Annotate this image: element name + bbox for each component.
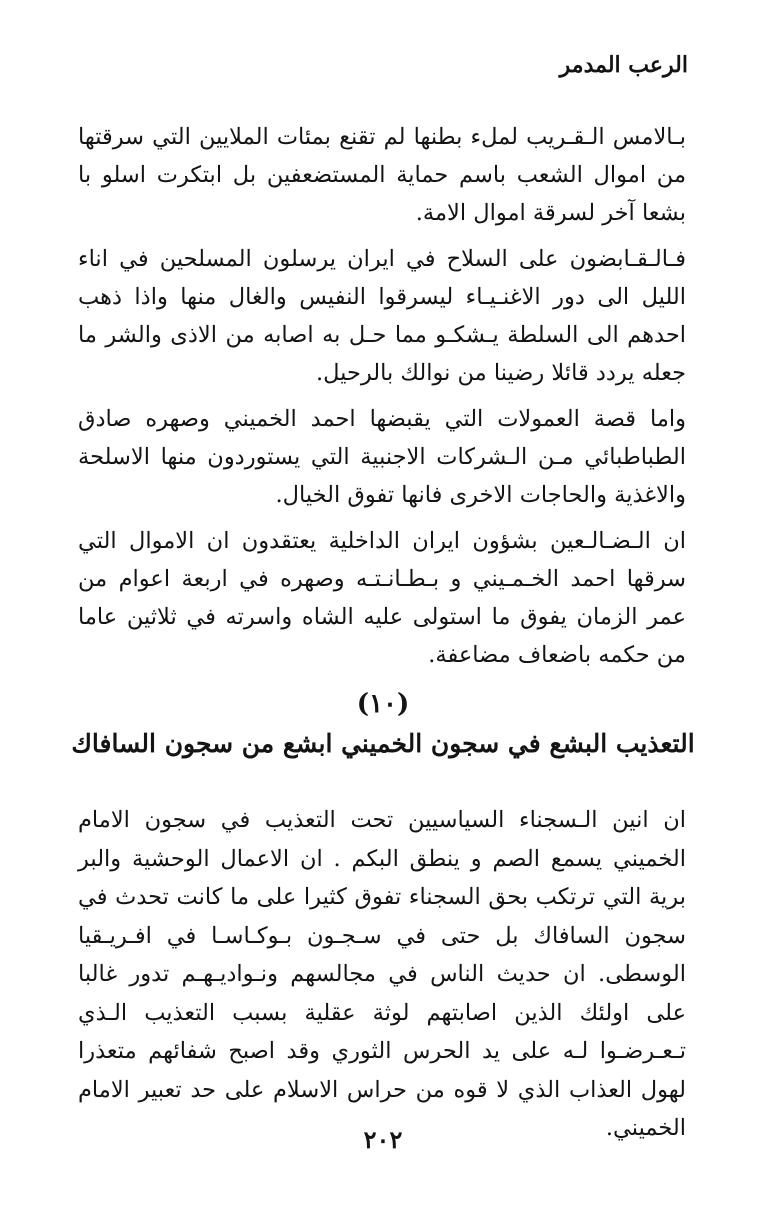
body-text-section-2 — [78, 801, 686, 1148]
body-text-section-1 — [78, 118, 686, 682]
chapter-title: التعذيب البشع في سجون الخميني ابشع من سجون السافاك — [71, 729, 695, 758]
running-header: الرعب المدمر — [559, 52, 688, 78]
paragraph: ان الـضـالـعين بشؤون ايران الداخلية يعتقدون ان الاموال التي سرقها احمد الخـمـيني و بـطـانـتـه وصهره في اربعة اعوام من عمر الزمان يفوق ما استولى عليه الشاه واسرته في ثلاثين عاما من حكمه باضعاف مضاعفة. — [78, 528, 686, 668]
paragraph: ان انين الـسجناء السياسيين تحت التعذيب في سجون الامام الخميني يسمع الصم و ينطق البكم . ان الاعمال الوحشية والبر برية التي ترتكب بحق السجناء تفوق كثيرا على ما كانت تحدث في سجون السافاك بل حتى في سـجـون بـوكـاسـا في افـريـقيا الوسطى. ان حديث الناس في مجالسهم ونـواديـهـم تدور غالبا على اولئك الذين اصابتهم لوثة عقلية بسبب التعذيب الـذي تـعـرضـوا لـه على يد الحرس الثوري وقد اصبح شفائهم متعذرا لهول العذاب الذي لا قوه من حراس الاسلام على حد تعبير الامام الخميني. — [78, 807, 686, 1141]
paragraph: فـالـقـابضون على السلاح في ايران يرسلون المسلحين في اناء الليل الى دور الاغنـيـاء ليسرقوا النفيس والغال منها واذا ذهب احدهم الى السلطة يـشكـو مما حـل به اصابه من الاذى والشر ما جعله يردد قائلا رضينا من نوالك بالرحيل. — [78, 246, 686, 386]
paragraph: بـالامس الـقـريب لملء بطنها لم تقنع بمئات الملايين التي سرقتها من اموال الشعب باسم حماية المستضعفين بل ابتكرت اسلو با بشعا آخر لسرقة اموال الامة. — [78, 124, 686, 226]
chapter-number: (١٠) — [356, 689, 410, 719]
page-number: ٢٠٢ — [363, 1125, 403, 1154]
paragraph: واما قصة العمولات التي يقبضها احمد الخميني وصهره صادق الطباطبائي مـن الـشركات الاجنبية التي يستوردون منها الاسلحة والاغذية والحاجات الاخرى فانها تفوق الخيال. — [78, 406, 686, 508]
